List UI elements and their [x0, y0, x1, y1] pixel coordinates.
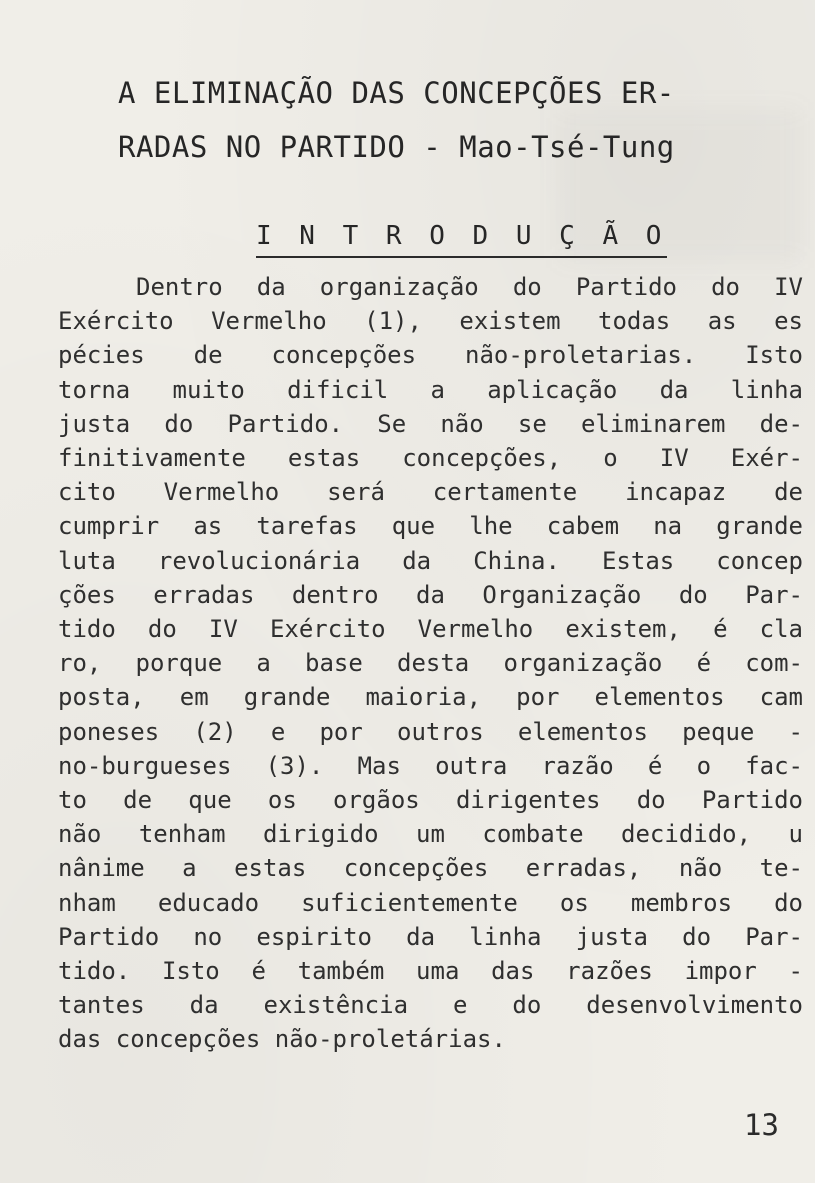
- paragraph-line: tido do IV Exército Vermelho existem, é cla: [58, 615, 803, 644]
- paragraph-line: tantes da existência e do desenvolvimento: [58, 991, 803, 1020]
- title-line-2: RADAS NO PARTIDO - Mao-Tsé-Tung: [118, 130, 675, 164]
- paragraph-line: to de que os orgãos dirigentes do Partido: [58, 786, 803, 815]
- paragraph-line: tido. Isto é também uma das razões impor -: [58, 957, 803, 986]
- paragraph-line: torna muito dificil a aplicação da linha: [58, 375, 803, 404]
- paragraph-line: não tenham dirigido um combate decidido, u: [58, 820, 803, 849]
- paragraph-line: ções erradas dentro da Organização do Par-: [58, 580, 803, 609]
- paragraph-line: finitivamente estas concepções, o IV Exér-: [58, 444, 803, 473]
- paragraph-line: Exército Vermelho (1), existem todas as es: [58, 307, 803, 336]
- paragraph-line: Partido no espirito da linha justa do Par-: [58, 922, 803, 951]
- paragraph-line: ro, porque a base desta organização é com-: [58, 649, 803, 678]
- paragraph-line: cumprir as tarefas que lhe cabem na grande: [58, 512, 803, 541]
- paragraph-line: cito Vermelho será certamente incapaz de: [58, 478, 803, 507]
- paragraph-line: no-burgueses (3). Mas outra razão é o fac-: [58, 751, 803, 780]
- page-number: 13: [744, 1108, 779, 1142]
- paragraph-line: nânime a estas concepções erradas, não te-: [58, 854, 803, 883]
- section-heading: I N T R O D U Ç Ã O: [256, 218, 667, 258]
- paragraph-line: justa do Partido. Se não se eliminarem de-: [58, 409, 803, 438]
- paragraph-line: pécies de concepções não-proletarias. Isto: [58, 341, 803, 370]
- paragraph-line: nham educado suficientemente os membros do: [58, 888, 803, 917]
- document-title: [118, 66, 675, 174]
- paragraph-line: posta, em grande maioria, por elementos cam: [58, 683, 803, 712]
- paragraph-line: Dentro da organização do Partido do IV: [136, 273, 803, 301]
- title-line-1: A ELIMINAÇÃO DAS CONCEPÇÕES ER-: [118, 76, 675, 110]
- paragraph-line: luta revolucionária da China. Estas concep: [58, 546, 803, 575]
- paragraph-line: poneses (2) e por outros elementos peque -: [58, 717, 803, 746]
- body-paragraph: [58, 270, 803, 1057]
- paragraph-line: das concepções não-proletárias.: [58, 1025, 506, 1054]
